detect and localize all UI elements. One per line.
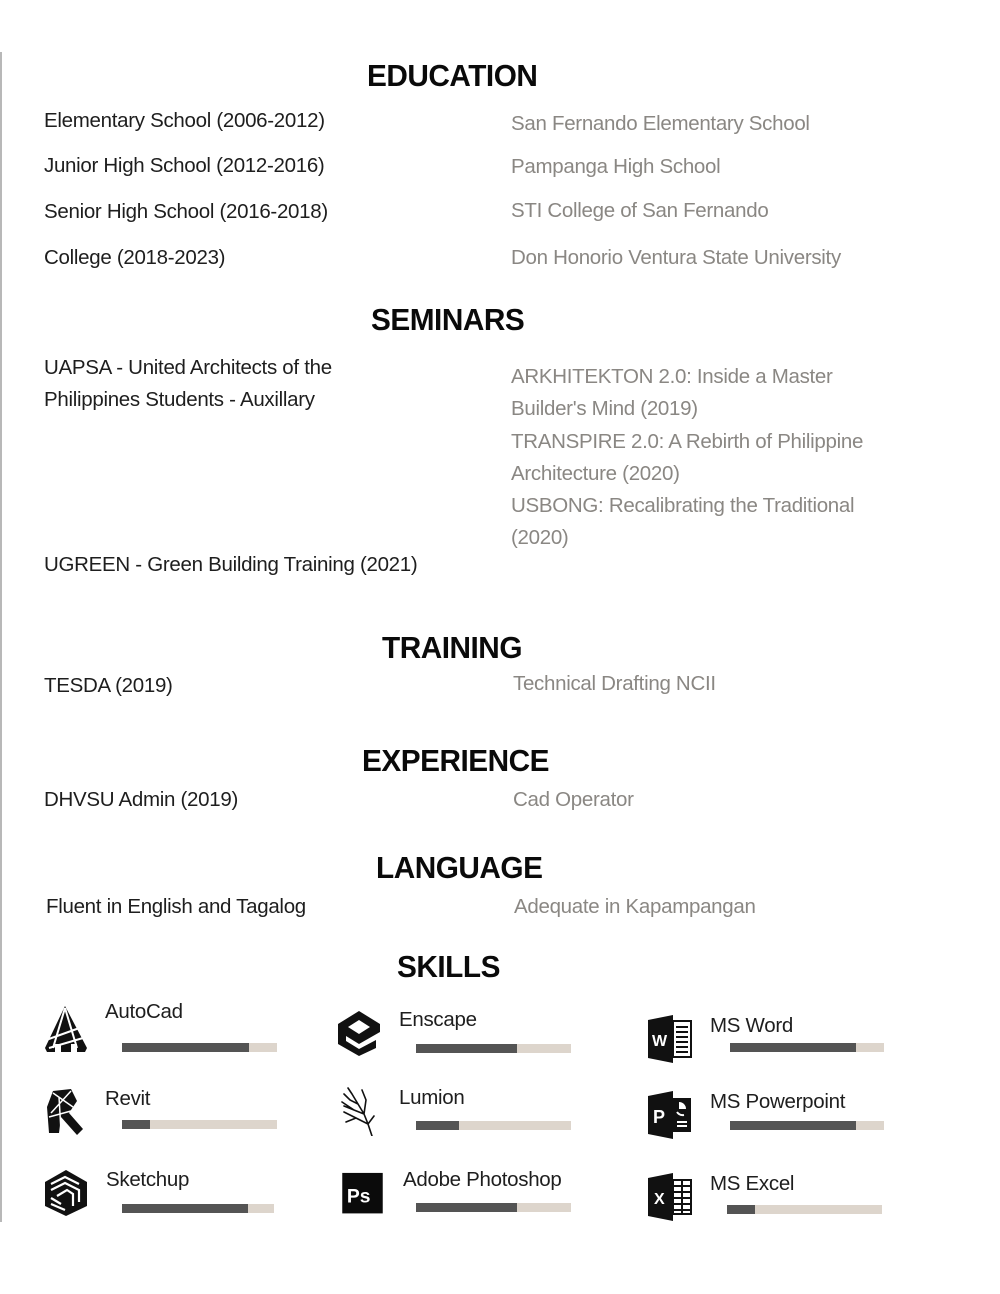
skill-name: Adobe Photoshop xyxy=(403,1168,562,1191)
skill-name: Lumion xyxy=(399,1086,465,1109)
skill-level-fill xyxy=(122,1120,150,1129)
seminar-title-line: Architecture (2020) xyxy=(511,462,680,485)
svg-text:P: P xyxy=(653,1107,666,1127)
skill-sketchup xyxy=(43,1168,303,1238)
svg-text:Ps: Ps xyxy=(346,1186,371,1208)
education-item-level: Senior High School (2016-2018) xyxy=(44,200,328,223)
skill-name: MS Word xyxy=(710,1014,793,1037)
language-primary: Fluent in English and Tagalog xyxy=(46,895,306,918)
skill-name: Sketchup xyxy=(106,1168,190,1191)
education-item-school: Don Honorio Ventura State University xyxy=(511,246,841,269)
education-item-school: STI College of San Fernando xyxy=(511,199,769,222)
experience-role: Cad Operator xyxy=(513,788,634,811)
skill-ms-word xyxy=(647,1014,907,1084)
skill-name: AutoCad xyxy=(105,1000,183,1023)
seminars-heading: SEMINARS xyxy=(371,302,525,337)
education-item-school: Pampanga High School xyxy=(511,155,721,178)
skill-level-fill xyxy=(730,1121,856,1130)
photoshop-icon xyxy=(340,1172,385,1218)
seminar-title-line: Builder's Mind (2019) xyxy=(511,397,698,420)
training-provider: TESDA (2019) xyxy=(44,674,173,697)
skill-level-bar xyxy=(122,1204,274,1213)
seminar-title-line: TRANSPIRE 2.0: A Rebirth of Philippine xyxy=(511,430,864,453)
skill-level-fill xyxy=(416,1203,517,1212)
seminar-title-line: ARKHITEKTON 2.0: Inside a Master xyxy=(511,365,833,388)
skill-level-bar xyxy=(122,1120,277,1129)
seminar-org-line: UAPSA - United Architects of the xyxy=(44,356,332,379)
experience-org: DHVSU Admin (2019) xyxy=(44,788,238,811)
page-left-divider xyxy=(0,52,2,1222)
skill-ms-powerpoint xyxy=(647,1090,907,1160)
skill-level-fill xyxy=(416,1044,517,1053)
education-heading: EDUCATION xyxy=(367,58,538,93)
skill-name: MS Powerpoint xyxy=(710,1090,846,1113)
skill-level-bar xyxy=(416,1044,571,1053)
skill-level-fill xyxy=(416,1121,459,1130)
seminar-title-line: USBONG: Recalibrating the Traditional xyxy=(511,494,855,517)
skill-adobe-photoshop xyxy=(340,1168,600,1238)
enscape-icon xyxy=(336,1008,382,1058)
ms-excel-icon xyxy=(647,1172,693,1222)
skill-ms-excel xyxy=(647,1172,907,1242)
skill-level-bar xyxy=(416,1121,571,1130)
skill-level-fill xyxy=(727,1205,755,1214)
training-heading: TRAINING xyxy=(382,630,522,665)
training-course: Technical Drafting NCII xyxy=(513,672,716,695)
skill-level-bar xyxy=(730,1121,884,1130)
skill-level-fill xyxy=(730,1043,856,1052)
seminar-org-line: UGREEN - Green Building Training (2021) xyxy=(44,553,418,576)
education-item-level: Elementary School (2006-2012) xyxy=(44,109,325,132)
lumion-icon xyxy=(336,1086,382,1136)
autocad-icon xyxy=(43,1004,89,1054)
seminar-title-line: (2020) xyxy=(511,526,569,549)
experience-heading: EXPERIENCE xyxy=(362,743,550,778)
skill-lumion xyxy=(336,1086,596,1156)
skill-autocad xyxy=(43,1000,303,1070)
skill-name: Enscape xyxy=(399,1008,477,1031)
ms-powerpoint-icon xyxy=(647,1090,693,1140)
skill-level-bar xyxy=(416,1203,571,1212)
seminar-org-line: Philippines Students - Auxillary xyxy=(44,388,315,411)
skill-enscape xyxy=(336,1008,596,1078)
education-item-level: College (2018-2023) xyxy=(44,246,226,269)
education-item-level: Junior High School (2012-2016) xyxy=(44,154,325,177)
svg-text:W: W xyxy=(652,1033,668,1050)
skill-level-bar xyxy=(730,1043,884,1052)
language-heading: LANGUAGE xyxy=(376,850,543,885)
skill-level-bar xyxy=(727,1205,882,1214)
revit-icon xyxy=(43,1087,89,1137)
education-item-school: San Fernando Elementary School xyxy=(511,112,810,135)
ms-word-icon xyxy=(647,1014,693,1064)
sketchup-icon xyxy=(43,1168,89,1218)
language-secondary: Adequate in Kapampangan xyxy=(514,895,756,918)
skill-revit xyxy=(43,1087,303,1157)
skill-name: Revit xyxy=(105,1087,151,1110)
skill-name: MS Excel xyxy=(710,1172,795,1195)
skills-heading: SKILLS xyxy=(397,949,500,984)
skill-level-bar xyxy=(122,1043,277,1052)
skill-level-fill xyxy=(122,1204,248,1213)
svg-text:X: X xyxy=(654,1191,665,1208)
skill-level-fill xyxy=(122,1043,249,1052)
